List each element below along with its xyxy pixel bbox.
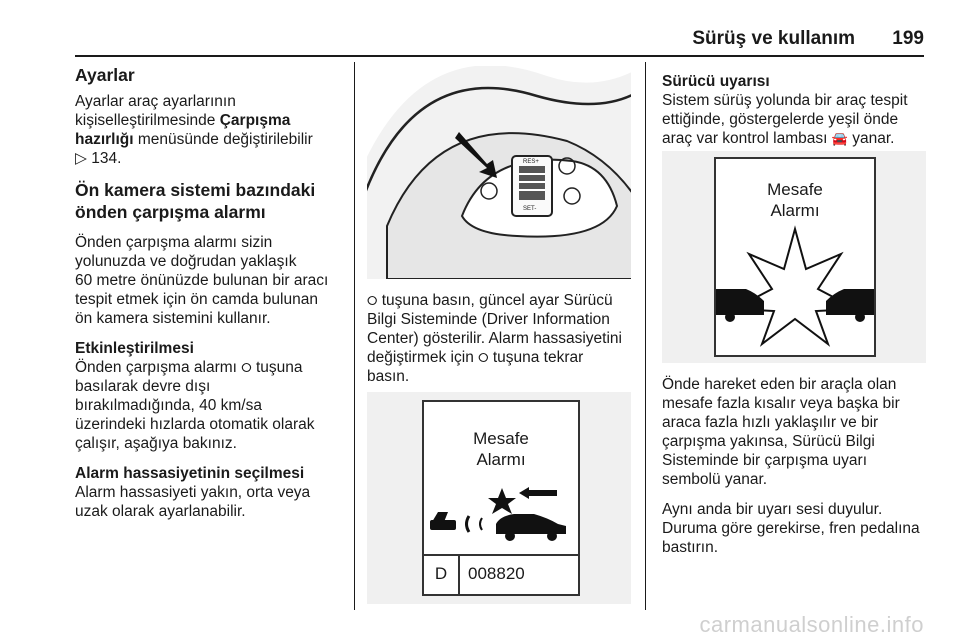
column-divider <box>354 62 355 610</box>
right-column-top <box>662 64 932 159</box>
watermark: carmanualsonline.info <box>699 612 924 637</box>
after-display-paragraph: Önde hareket eden bir araçla olan mesafe fazla kısalır veya başka bir araca fazla hızlı yaklaşılır ve bir çarpışma yakınsa, Sürücü Bilgi Sisteminde bir çarpışma uyarı sembolü yanar. <box>662 376 900 488</box>
heading-front-camera: Ön kamera sistemi bazındaki önden çarpışma alarmı <box>75 180 316 222</box>
collision-alert-button-icon: ⭘ <box>367 293 378 308</box>
set-label: SET- <box>523 206 537 212</box>
middle-paragraph: ⭘ tuşuna basın, güncel ayar Sürücü Bilgi Sisteminde (Driver Information Center) gösterilir. Alarm hassasiyetini değiştirmek için ⭘ tuşuna tekrar basın. <box>367 292 622 385</box>
collision-warning-figure <box>662 151 926 363</box>
display-code-row <box>424 554 578 594</box>
heading-settings: Ayarlar <box>75 65 135 85</box>
heading-activation: Etkinleştirilmesi <box>75 340 194 357</box>
collision-starburst-icon <box>716 219 874 349</box>
page-reference-link[interactable]: 134. <box>91 150 122 167</box>
heading-sensitivity: Alarm hassasiyetinin seçilmesi <box>75 465 305 482</box>
res-label: RES+ <box>523 159 539 165</box>
left-column <box>75 64 350 532</box>
alarm-display-figure <box>367 392 631 604</box>
middle-column-text <box>367 291 639 397</box>
activation-paragraph: Önden çarpışma alarmı ⭘ tuşuna basılarak devre dışı bırakılmadığında, 40 km/sa üzerindeki hızlarda otomatik olarak çalışır, aşağıya bakınız. <box>75 359 315 452</box>
display-panel <box>422 400 580 596</box>
page-header <box>0 0 960 58</box>
display-title: Mesafe Alarmı <box>473 429 529 469</box>
steering-wheel-figure <box>367 66 631 279</box>
warning-display-title: Mesafe Alarmı <box>767 180 823 220</box>
collision-alert-button-icon: ⭘ <box>241 360 252 375</box>
page-number: 199 <box>892 28 924 49</box>
collision-alert-button-icon: ⭘ <box>478 350 489 365</box>
sensitivity-paragraph: Alarm hassasiyeti yakın, orta veya uzak olarak ayarlanabilir. <box>75 484 311 520</box>
car-distance-icon <box>424 478 578 544</box>
heading-driver-warning: Sürücü uyarısı <box>662 73 770 90</box>
right-column-bottom <box>662 375 932 568</box>
code-number: 008820 <box>468 564 525 583</box>
header-rule <box>75 55 924 57</box>
front-camera-paragraph: Önden çarpışma alarmı sizin yolunuzda ve doğrudan yaklaşık 60 metre önünüzde bulunan bir aracı tespit etmek için ön camda bulunan ön kamera sistemini kullanır. <box>75 234 329 327</box>
code-letter: D <box>424 556 460 594</box>
settings-paragraph: Ayarlar araç ayarlarının kişiselleştirilmesinde Çarpışma hazırlığı menüsünde değiştirilebilir ▷ 134. <box>75 93 313 167</box>
warning-paragraph: Sistem sürüş yolunda bir araç tespit ettiğinde, göstergelerde yeşil önde araç var kontrol lambası 🚘 yanar. <box>662 92 908 147</box>
page-reference-icon: ▷ <box>75 150 92 167</box>
warning-display-panel <box>714 157 876 357</box>
column-divider <box>645 62 646 610</box>
vehicle-ahead-icon: 🚘 <box>831 131 848 146</box>
sound-paragraph: Aynı anda bir uyarı sesi duyulur. Duruma göre gerekirse, fren pedalına bastırın. <box>662 501 920 556</box>
section-title: Sürüş ve kullanım <box>692 28 855 49</box>
